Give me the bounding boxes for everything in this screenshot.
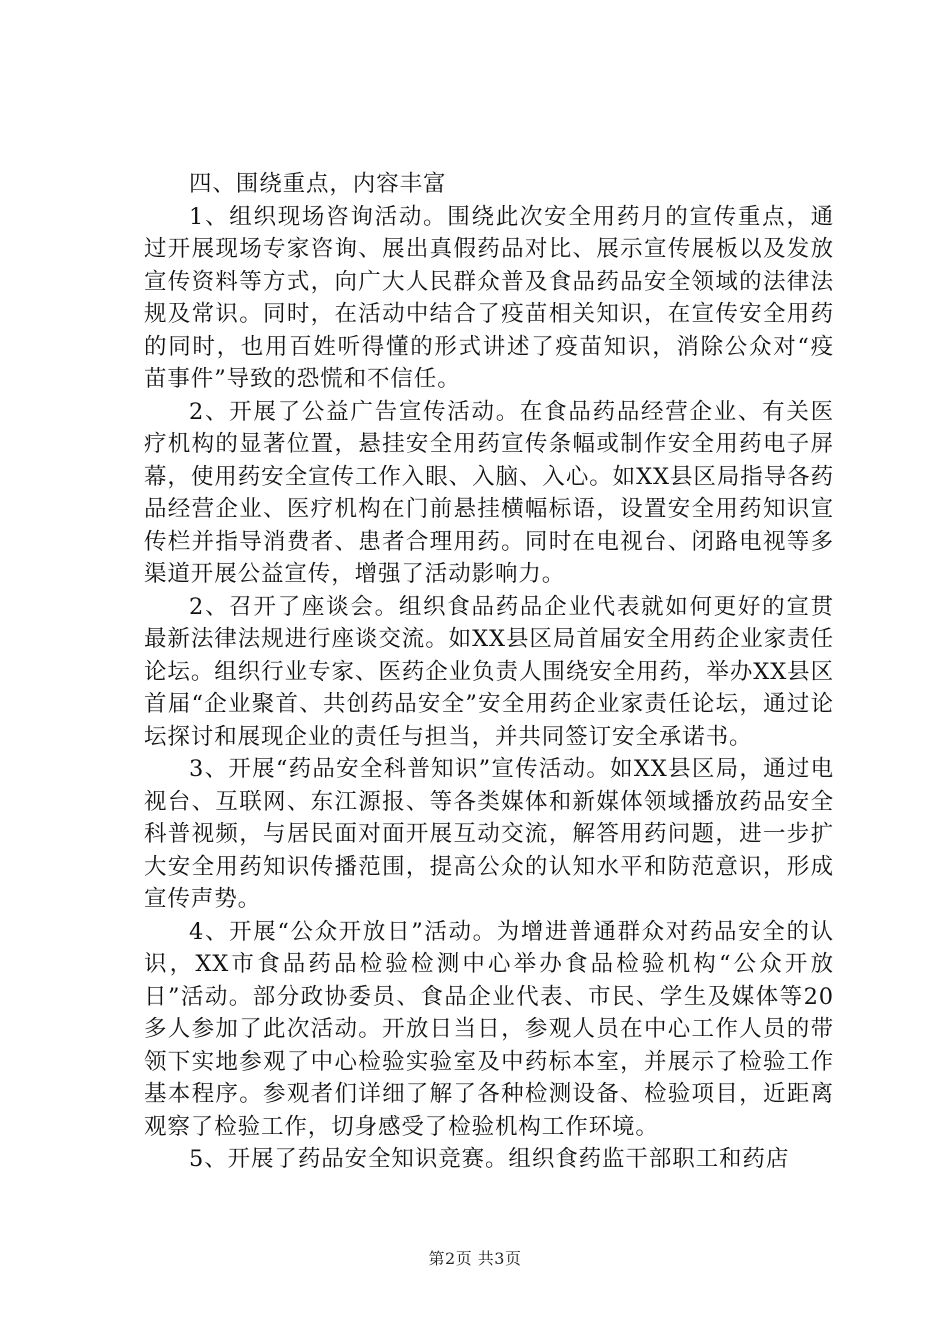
paragraph-science-popularization: 3、开展“药品安全科普知识”宣传活动。如XX县区局，通过电视台、互联网、东江源报、等各类媒体和新媒体领域播放药品安全科普视频，与居民面对面开展互动交流，解答用药问题，进一步扩大安全用药知识传播范围，提高公众的认知水平和防范意识，形成宣传声势。 xyxy=(144,756,834,912)
section-heading: 四、围绕重点，内容丰富 xyxy=(189,171,447,197)
document-body xyxy=(144,168,834,1176)
paragraph-open-day: 4、开展“公众开放日”活动。为增进普通群众对药品安全的认识，XX市食品药品检验检测中心举办食品检验机构“公众开放日”活动。部分政协委员、食品企业代表、市民、学生及媒体等20多人参加了此次活动。开放日当日，参观人员在中心工作人员的带领下实地参观了中心检验实验室及中药标本室，并展示了检验工作基本程序。参观者们详细了解了各种检测设备、检验项目，近距离观察了检验工作，切身感受了检验机构工作环境。 xyxy=(144,918,834,1140)
paragraph-public-ads: 2、开展了公益广告宣传活动。在食品药品经营企业、有关医疗机构的显著位置，悬挂安全用药宣传条幅或制作安全用药电子屏幕，使用药安全宣传工作入眼、入脑、入心。如XX县区局指导各药品经营企业、医疗机构在门前悬挂横幅标语，设置安全用药知识宣传栏并指导消费者、患者合理用药。同时在电视台、闭路电视等多渠道开展公益宣传，增强了活动影响力。 xyxy=(144,398,834,587)
page-number-footer: 第2页 共3页 xyxy=(428,1249,522,1268)
paragraph-symposium: 2、召开了座谈会。组织食品药品企业代表就如何更好的宣贯最新法律法规进行座谈交流。如XX县区局首届安全用药企业家责任论坛。组织行业专家、医药企业负责人围绕安全用药，举办XX县区首届“企业聚首、共创药品安全”安全用药企业家责任论坛，通过论坛探讨和展现企业的责任与担当，并共同签订安全承诺书。 xyxy=(144,593,834,750)
paragraph-consultation: 1、组织现场咨询活动。围绕此次安全用药月的宣传重点，通过开展现场专家咨询、展出真假药品对比、展示宣传展板以及发放宣传资料等方式，向广大人民群众普及食品药品安全领域的法律法规及常识。同时，在活动中结合了疫苗相关知识，在宣传安全用药的同时，也用百姓听得懂的形式讲述了疫苗知识，消除公众对“疫苗事件”导致的恐慌和不信任。 xyxy=(144,203,834,392)
paragraph-knowledge-contest: 5、开展了药品安全知识竞赛。组织食药监干部职工和药店 xyxy=(189,1146,790,1172)
